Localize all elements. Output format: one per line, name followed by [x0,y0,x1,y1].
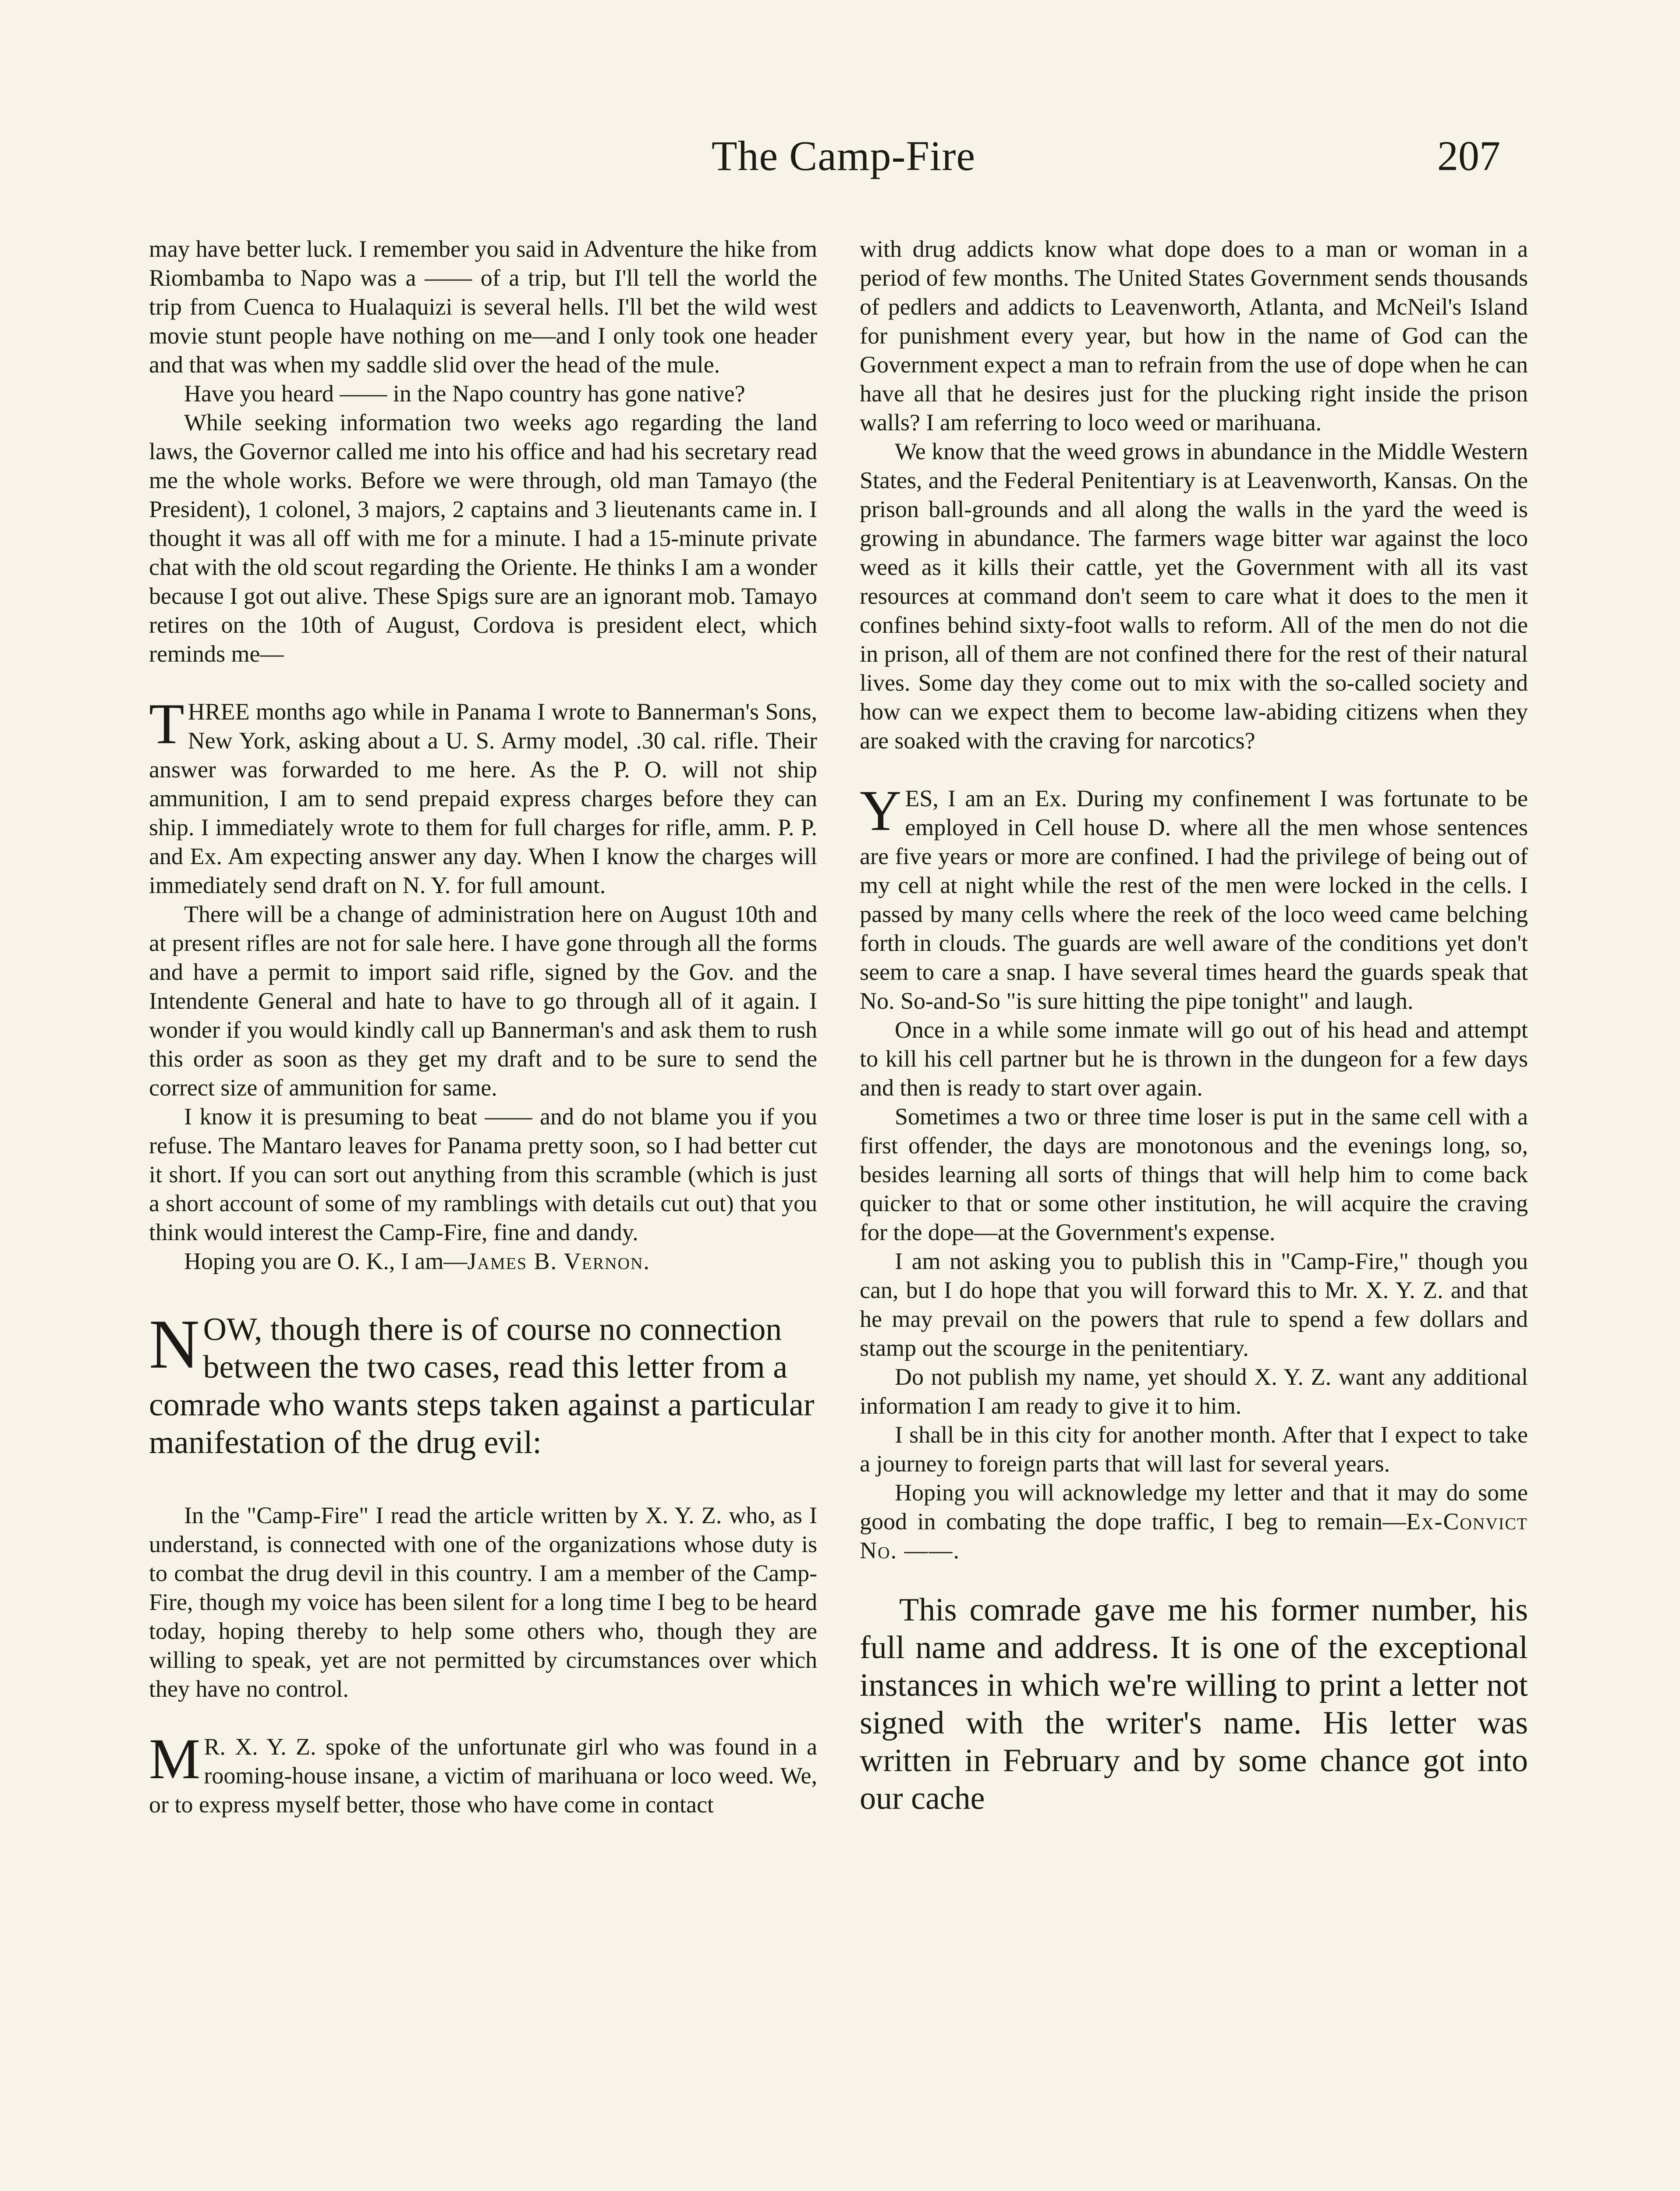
signoff-text: Hoping you will acknowledge my letter and that it may do some good in combating the dope traffic, I beg to remain— [860,1479,1528,1535]
drop-cap: M [149,1727,201,1791]
drop-cap: N [149,1305,200,1383]
paragraph: We know that the weed grows in abundance in the Middle Western States, and the Federal Penitentiary is at Leavenworth, Kansas. On the prison ball-grounds and all along the walls in the yard the weed is growing in abundance. The farmers wage bitter war against the loco weed as it kills their cattle, yet the Government with all its vast resources at command don't seem to care what it does to the men it confines behind sixty-foot walls to reform. All of the men do not die in prison, all of them are not confined there for the rest of their natural lives. Some day they come out to mix with the so-called society and how can we expect them to become law-abiding citizens when they are soaked with the craving for narcotics? [860,438,1528,754]
left-column [149,234,817,1819]
paragraph: may have better luck. I remember you said in Adventure the hike from Riombamba to Napo was a —— of a trip, but I'll tell the world the trip from Cuenca to Hualaquizi is several hells. I'll bet the wild west movie stunt people have nothing on me—and I only took one header and that was when my saddle slid over the head of the mule. [149,236,817,378]
paragraph: Once in a while some inmate will go out of his head and attempt to kill his cell partner but he is thrown in the dungeon for a few days and then is ready to start over again. [860,1017,1528,1101]
paragraph: Have you heard —— in the Napo country has gone native? [184,380,745,407]
page-number: 207 [1437,132,1500,179]
paragraph: Do not publish my name, yet should X. Y. Z. want any additional information I am ready to give it to him. [860,1364,1528,1419]
editor-intro [149,1305,817,1461]
signature: Ex-Convict No. ——. [860,1508,1528,1563]
paragraph: with drug addicts know what dope does to a man or woman in a period of few months. The United States Government sends thousands of pedlers and addicts to Leavenworth, Atlanta, and McNeil's Island for punishment every year, but how in the name of God can the Government expect a man to refrain from the use of dope when he can have all that he desires just for the plucking right inside the prison walls? I am referring to loco weed or marihuana. [860,236,1528,436]
paragraph: There will be a change of administration here on August 10th and at present rifles are not for sale here. I have gone through all the forms and have a permit to import said rifle, signed by the Gov. and the Intendente General and hate to have to go through all of it again. I wonder if you would kindly call up Bannerman's and ask them to rush this order as soon as they get my draft and to be sure to send the correct size of ammunition for same. [149,901,817,1101]
signoff [860,1478,1528,1565]
paragraph: I shall be in this city for another month. After that I expect to take a journey to foreign parts that will last for several years. [860,1422,1528,1477]
paragraph-text: OW, though there is of course no connection between the two cases, read this letter from a comrade who wants steps taken against a particular manifestation of the drug evil: [149,1312,815,1461]
running-title: The Camp-Fire [711,132,976,179]
paragraph: I am not asking you to publish this in "Camp-Fire," though you can, but I do hope that you will forward this to Mr. X. Y. Z. and that he may prevail on the powers that rule to spend a few dollars and stamp out the scourge in the penitentiary. [860,1248,1528,1361]
paragraph: I know it is presuming to beat —— and do not blame you if you refuse. The Mantaro leaves for Panama pretty soon, so I had better cut it short. If you can sort out anything from this scramble (which is just a short account of some of my ramblings with details cut out) that you think would interest the Camp-Fire, fine and dandy. [149,1103,817,1245]
paragraph-text: HREE months ago while in Panama I wrote to Bannerman's Sons, New York, asking about a U. S. Army model, .30 cal. rifle. Their answer was forwarded to me here. As the P. O. will not ship ammunition, I am to send prepaid express charges before they can ship. I immediately wrote to them for full charges for rifle, amm. P. P. and Ex. Am expecting answer any day. When I know the charges will immediately send draft on N. Y. for full amount. [149,698,817,898]
paragraph-text: R. X. Y. Z. spoke of the unfortunate girl who was found in a rooming-house insane, a victim of marihuana or loco weed. We, or to express myself better, those who have come in contact [149,1734,817,1818]
editor-comment: This comrade gave me his former number, his full name and address. It is one of the exceptional instances in which we're willing to print a letter not signed with the writer's name. His letter was written in February and by some chance got into our cache [860,1592,1528,1816]
paragraph: While seeking information two weeks ago regarding the land laws, the Governor called me into his office and had his secretary read me the whole works. Before we were through, old man Tamayo (the President), 1 colonel, 3 majors, 2 captains and 3 lieutenants came in. I thought it was all off with me for a minute. I had a 15-minute private chat with the old scout regarding the Oriente. He thinks I am a wonder because I got out alive. These Spigs sure are an ignorant mob. Tamayo retires on the 10th of August, Cordova is president elect, which reminds me— [149,409,817,667]
drop-cap: Y [860,778,902,843]
paragraph-text: ES, I am an Ex. During my confinement I was fortunate to be employed in Cell house D. where all the men whose sentences are five years or more are confined. I had the privilege of being out of my cell at night while the rest of the men were locked in the cells. I passed by many cells where the reek of the loco weed came belching forth in clouds. The guards are well aware of the conditions yet don't seem to care a snap. I have several times heard the guards speak that No. So-and-So "is sure hitting the pipe tonight" and laugh. [860,785,1528,1014]
signoff-text: Hoping you are O. K., I am— [184,1248,468,1274]
paragraph-dropcap [149,1727,817,1819]
right-column [860,234,1528,1817]
paragraph-dropcap [860,778,1528,1015]
paragraph-dropcap [149,691,817,900]
signature: James B. Vernon. [467,1248,650,1274]
paragraph: In the "Camp-Fire" I read the article written by X. Y. Z. who, as I understand, is connected with one of the organizations whose duty is to combat the drug devil in this country. I am a member of the Camp-Fire, though my voice has been silent for a long time I beg to be heard today, hoping thereby to help some others who, though they are willing to speak, yet are not permitted by circumstances over which they have no control. [149,1502,817,1702]
drop-cap: T [149,691,184,756]
page-header [0,131,1680,197]
signoff [149,1247,817,1276]
paragraph: Sometimes a two or three time loser is put in the same cell with a first offender, the days are monotonous and the evenings long, so, besides learning all sorts of things that will help him to come back quicker to that or some other institution, he will acquire the craving for the dope—at the Government's expense. [860,1103,1528,1245]
